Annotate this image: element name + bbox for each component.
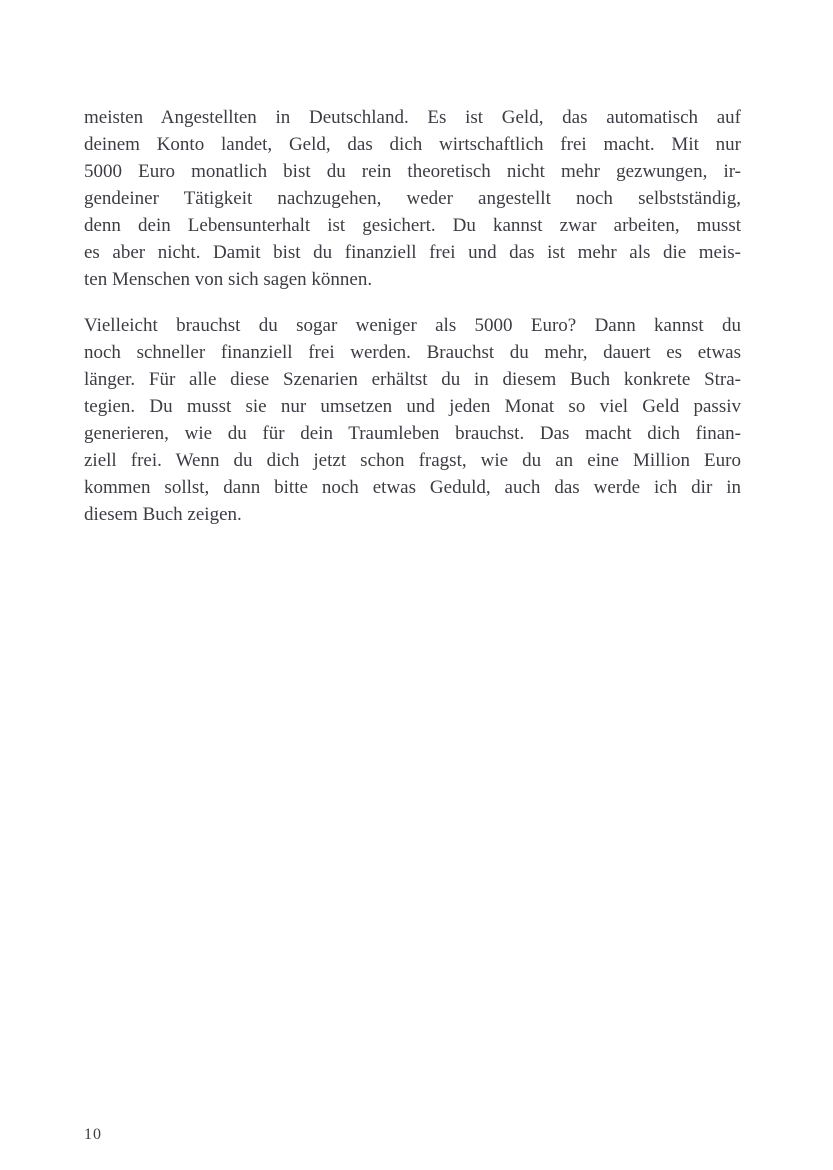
text-line: ten Menschen von sich sagen können. xyxy=(84,269,373,290)
text-line: es aber nicht. Damit bist du finanziell frei und das ist mehr als die meis- xyxy=(84,242,741,263)
body-text xyxy=(84,104,741,528)
paragraph xyxy=(84,104,741,293)
text-line: noch schneller finanziell frei werden. Brauchst du mehr, dauert es etwas xyxy=(84,342,741,363)
text-line: generieren, wie du für dein Traumleben brauchst. Das macht dich finan- xyxy=(84,423,741,444)
page-number: 10 xyxy=(84,1126,102,1143)
text-line: Vielleicht brauchst du sogar weniger als 5000 Euro? Dann kannst du xyxy=(84,315,741,336)
text-line: denn dein Lebensunterhalt ist gesichert. Du kannst zwar arbeiten, musst xyxy=(84,215,741,236)
paragraph xyxy=(84,312,741,528)
text-line: gendeiner Tätigkeit nachzugehen, weder angestellt noch selbstständig, xyxy=(84,188,741,209)
text-line: ziell frei. Wenn du dich jetzt schon fragst, wie du an eine Million Euro xyxy=(84,450,741,471)
text-line: tegien. Du musst sie nur umsetzen und jeden Monat so viel Geld passiv xyxy=(84,396,741,417)
text-line: diesem Buch zeigen. xyxy=(84,504,242,525)
text-line: meisten Angestellten in Deutschland. Es ist Geld, das automatisch auf xyxy=(84,107,741,128)
text-line: 5000 Euro monatlich bist du rein theoretisch nicht mehr gezwungen, ir- xyxy=(84,161,741,182)
text-line: deinem Konto landet, Geld, das dich wirtschaftlich frei macht. Mit nur xyxy=(84,134,741,155)
text-line: länger. Für alle diese Szenarien erhältst du in diesem Buch konkrete Stra- xyxy=(84,369,741,390)
text-line: kommen sollst, dann bitte noch etwas Geduld, auch das werde ich dir in xyxy=(84,477,741,498)
